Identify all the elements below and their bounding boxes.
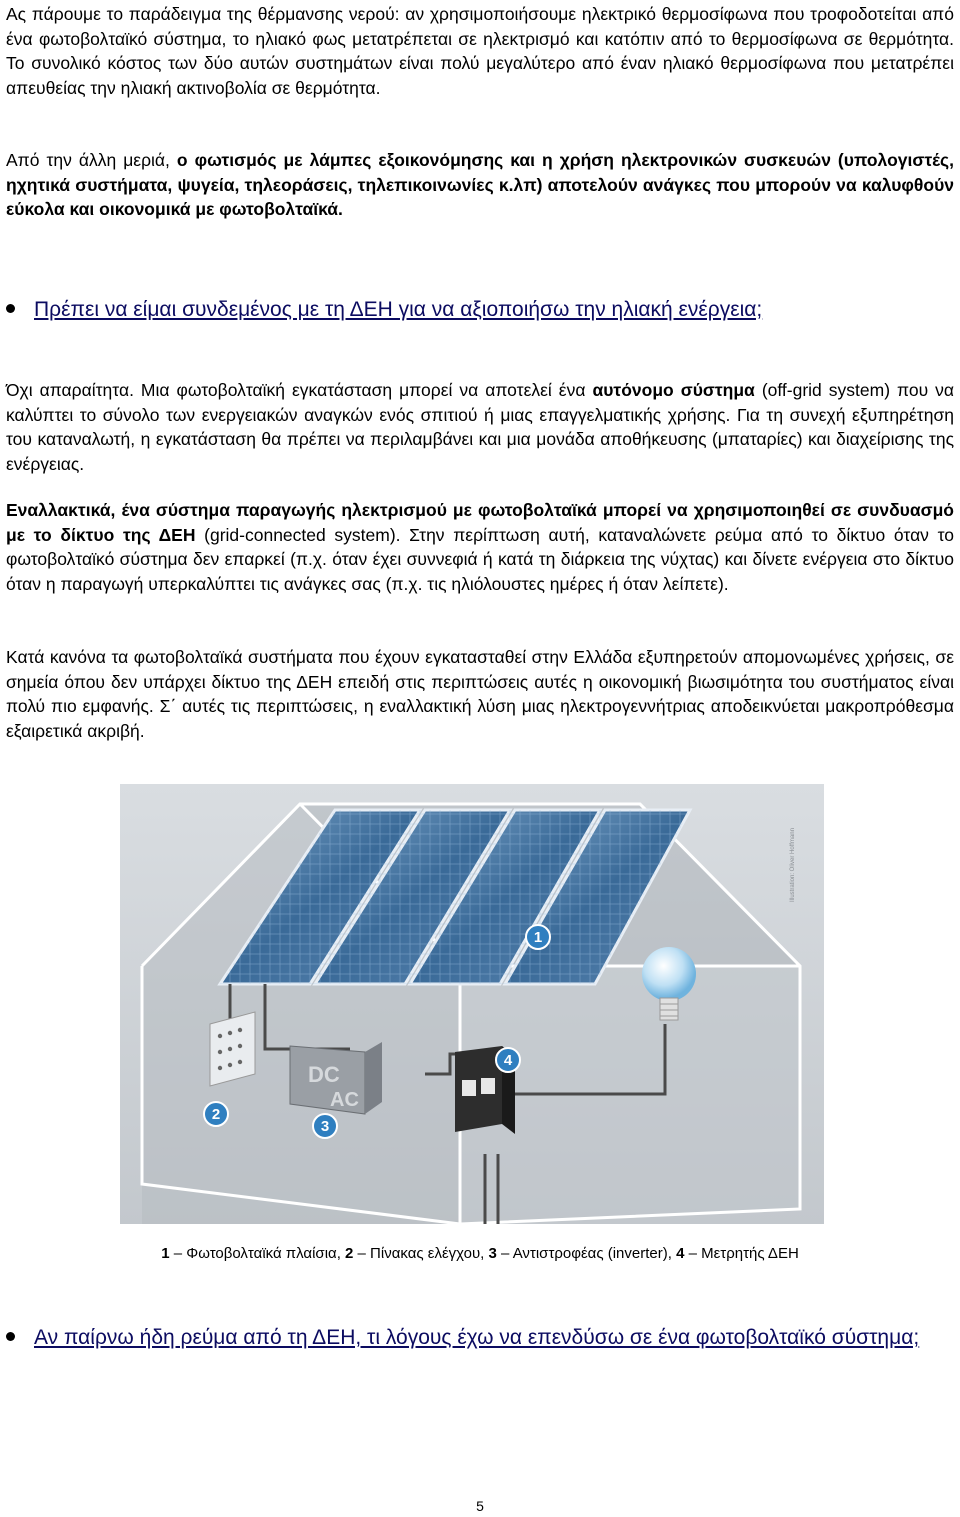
text-run: (off-grid system) που να καλύπτει το σύνολο των ενεργειακών αναγκών ενός σπιτιού ή μιας επαγγελματικής χρήσης. Για τη συνεχή εξυπηρέτηση του καταναλωτή, η εγκατάσταση θα πρέπει να περιλαμβάνει και μια μονάδα αποθήκευσης (μπαταρίες) και διαχείρισης της ενέργειας. bbox=[6, 380, 955, 474]
text-run: (grid-connected system). Στην περίπτωση αυτή, καταναλώνετε ρεύμα από το δίκτυο όταν το φωτοβολταϊκό σύστημα δεν επαρκεί (π.χ. όταν έχει συννεφιά ή κατά τη διάρκεια της νύχτας) και δίνετε ενέργεια στο δίκτυο όταν η παραγωγή υπερκαλύπτει τις ανάγκες σας (π.χ. τις ηλιόλουστες ημέρες ή όταν λείπετε). bbox=[6, 524, 954, 594]
paragraph-grid-connected bbox=[6, 498, 954, 596]
bullet-icon bbox=[6, 1332, 15, 1341]
question-heading-grid bbox=[6, 294, 954, 325]
marker-3-label: 3 bbox=[320, 1118, 330, 1135]
caption-text: – Μετρητής ΔΕΗ bbox=[684, 1245, 799, 1262]
paragraph-other-hand bbox=[6, 148, 954, 222]
caption-number: 2 bbox=[345, 1245, 354, 1262]
paragraph-greece: Κατά κανόνα τα φωτοβολταϊκά συστήματα που έχουν εγκατασταθεί στην Ελλάδα εξυπηρετούν απομονωμένες χρήσεις, σε σημεία όπου δεν υπάρχει δίκτυο της ΔΕΗ επειδή στις περιπτώσεις αυτές η οικονομική βιωσιμότητα του συστήματος είναι πολύ πιο εμφανής. Σ΄ αυτές τις περιπτώσεις, η εναλλακτική λύση μιας ηλεκτρογεννήτριας αποδεικνύεται μακροπρόθεσμα εξαιρετικά ακριβή. bbox=[6, 647, 954, 741]
pv-house-illustration bbox=[120, 784, 824, 1224]
text-run: Όχι απαραίτητα. Μια φωτοβολταϊκή εγκατάσταση μπορεί να αποτελεί ένα bbox=[6, 380, 593, 400]
bullet-icon bbox=[6, 304, 15, 313]
bold-term: Εναλλακτικά, ένα σύστημα παραγωγής ηλεκτρισμού με φωτοβολταϊκά μπορεί να χρησιμοποιηθεί σε συνδυασμό με το δίκτυο της ΔΕΗ bbox=[6, 500, 954, 545]
paragraph-water-heating: Ας πάρουμε το παράδειγμα της θέρμανσης νερού: αν χρησιμοποιήσουμε ηλεκτρικό θερμοσίφωνα που τροφοδοτείται από ένα φωτοβολταϊκό σύστημα, το ηλιακό φως μετατρέπεται σε ηλεκτρισμό και κατόπιν από το θερμοσίφωνα σε θερμότητα. Το συνολικό κόστος των δύο αυτών συστημάτων είναι πολύ μεγαλύτερο από έναν ηλιακό θερμοσίφωνα που μετατρέπει απευθείας την ηλιακή ακτινοβολία σε θερμότητα. bbox=[6, 4, 954, 98]
caption-number: 3 bbox=[488, 1245, 497, 1262]
paragraph-bold: ο φωτισμός με λάμπες εξοικονόμησης και η χρήση ηλεκτρονικών συσκευών (υπολογιστές, ηχητικά συστήματα, ψυγεία, τηλεοράσεις, τηλεπικοινωνίες κ.λπ) αποτελούν ανάγκες που μπορούν να καλυφθούν εύκολα και οικονομικά με φωτοβολταϊκά. bbox=[6, 150, 954, 220]
inverter-dc-label: DC bbox=[308, 1062, 340, 1087]
question-heading-invest bbox=[6, 1322, 954, 1353]
marker-2-label: 2 bbox=[211, 1106, 221, 1123]
caption-text: – Πίνακας ελέγχου, bbox=[353, 1245, 489, 1262]
illustration-credit: Illustration: Oliver Hoffmann bbox=[790, 828, 796, 902]
marker-2 bbox=[204, 1102, 228, 1126]
marker-3 bbox=[313, 1114, 337, 1138]
marker-4-label: 4 bbox=[503, 1052, 513, 1069]
caption-number: 4 bbox=[676, 1245, 685, 1262]
paragraph-lead: Από την άλλη μεριά, bbox=[6, 150, 177, 170]
inverter-graphic bbox=[290, 1042, 382, 1114]
bold-term: αυτόνομο σύστημα bbox=[592, 380, 755, 400]
figure-caption bbox=[0, 1244, 960, 1264]
caption-text: – Φωτοβολταϊκά πλαίσια, bbox=[169, 1245, 346, 1262]
control-panel-graphic bbox=[210, 1012, 255, 1086]
caption-text: – Αντιστροφέας (inverter), bbox=[496, 1245, 677, 1262]
question-text: Αν παίρνω ήδη ρεύμα από τη ΔΕΗ, τι λόγους έχω να επενδύσω σε ένα φωτοβολταϊκό σύστημα; bbox=[34, 1326, 920, 1349]
page-number: 5 bbox=[476, 1498, 484, 1514]
caption-number: 1 bbox=[161, 1245, 170, 1262]
marker-1 bbox=[526, 925, 550, 949]
inverter-ac-label: AC bbox=[330, 1089, 359, 1111]
marker-1-label: 1 bbox=[533, 929, 543, 946]
paragraph-off-grid bbox=[6, 378, 954, 476]
marker-4 bbox=[496, 1048, 520, 1072]
question-text: Πρέπει να είμαι συνδεμένος με τη ΔΕΗ για να αξιοποιήσω την ηλιακή ενέργεια; bbox=[34, 298, 763, 321]
